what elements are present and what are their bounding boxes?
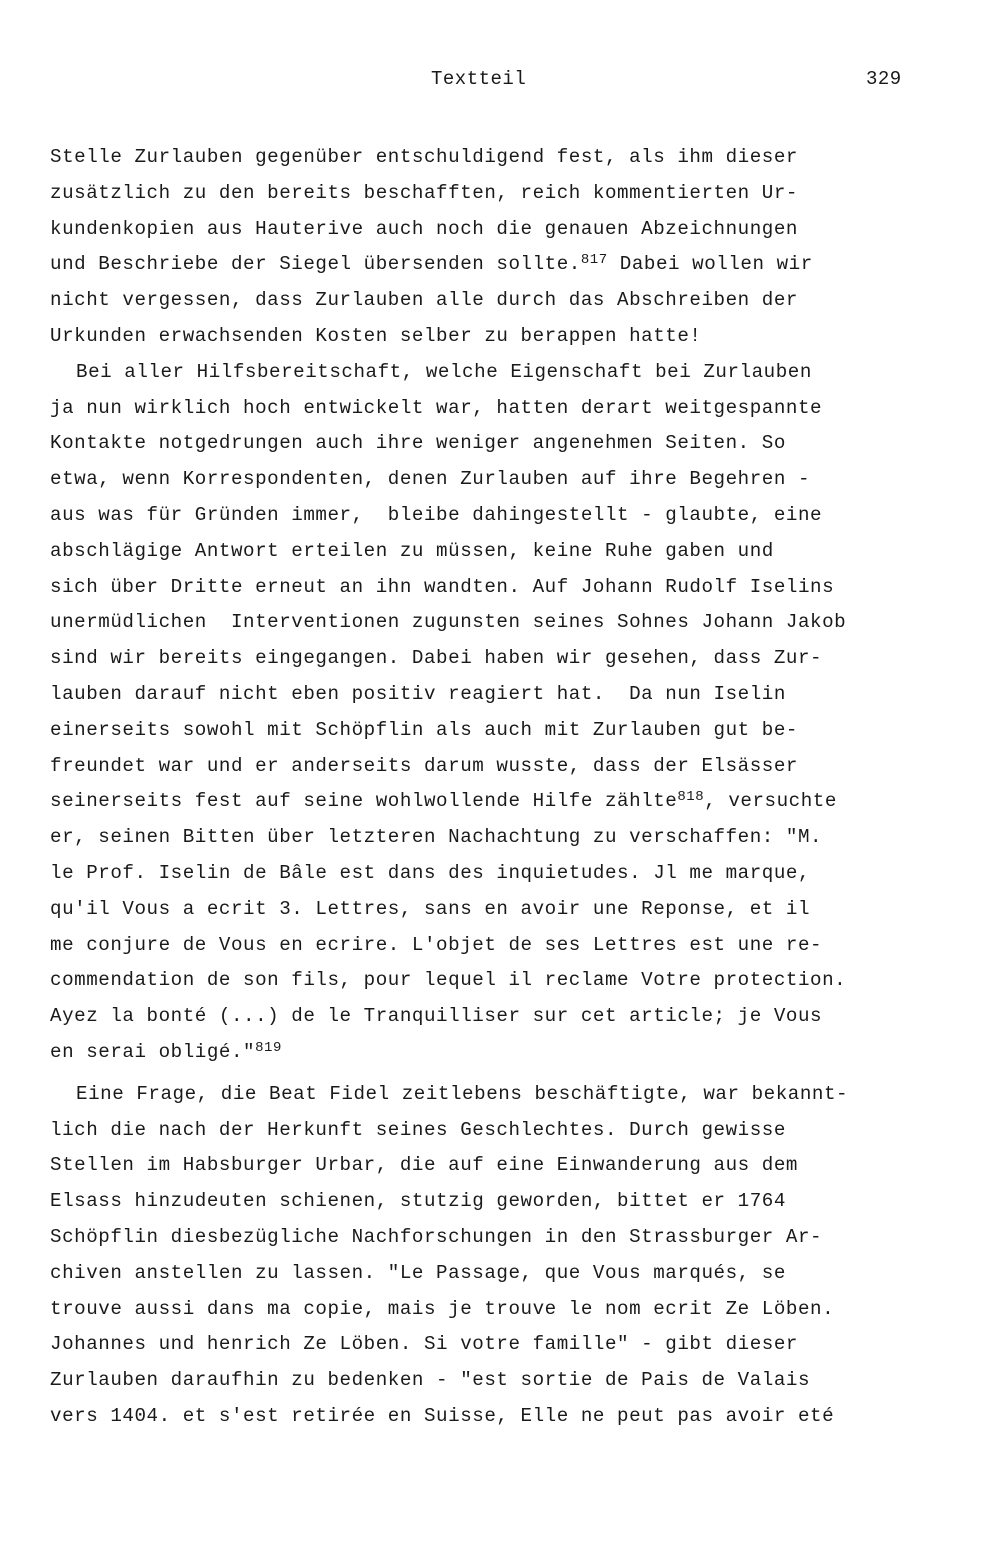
text-line: Urkunden erwachsenden Kosten selber zu berappen hatte! [50, 324, 702, 347]
text-line: unermüdlichen Interventionen zugunsten seines Sohnes Johann Jakob [50, 611, 847, 634]
text-line: nicht vergessen, dass Zurlauben alle durch das Abschreiben der [50, 289, 798, 312]
footnote-ref-817: 817 [580, 252, 608, 269]
text-line: Schöpflin diesbezügliche Nachforschungen in den Strassburger Ar- [50, 1225, 823, 1248]
text-line: ja nun wirklich hoch entwickelt war, hatten derart weitgespannte [50, 396, 823, 419]
running-title: Textteil [431, 68, 527, 90]
text-line: chiven anstellen zu lassen. "Le Passage, que Vous marqués, se [50, 1261, 786, 1284]
text-line: etwa, wenn Korrespondenten, denen Zurlauben auf ihre Begehren - [50, 468, 811, 491]
text-line: lauben darauf nicht eben positiv reagiert hat. Da nun Iselin [50, 682, 786, 705]
text-body [50, 140, 980, 1435]
text-line: freundet war und er anderseits darum wusste, dass der Elsässer [50, 754, 798, 777]
text-line: Kontakte notgedrungen auch ihre weniger angenehmen Seiten. So [50, 432, 786, 455]
text-segment: seinerseits fest auf seine wohlwollende Hilfe zählte [50, 790, 678, 813]
footnote-ref-819: 819 [255, 1039, 282, 1056]
paragraph-start-line: Eine Frage, die Beat Fidel zeitlebens beschäftigte, war bekannt- [76, 1082, 849, 1105]
text-line: aus was für Gründen immer, bleibe dahingestellt - glaubte, eine [50, 503, 823, 526]
text-line: vers 1404. et s'est retirée en Suisse, Elle ne peut pas avoir eté [50, 1404, 835, 1427]
text-line: sich über Dritte erneut an ihn wandten. Auf Johann Rudolf Iselins [50, 575, 835, 598]
text-segment: und Beschriebe der Siegel übersenden sollte. [50, 253, 581, 276]
text-line: Johannes und henrich Ze Löben. Si votre famille" - gibt dieser [50, 1333, 798, 1356]
text-line: zusätzlich zu den bereits beschafften, reich kommentierten Ur- [50, 181, 798, 204]
text-line [50, 784, 980, 820]
page-number: 329 [866, 68, 902, 90]
text-line: le Prof. Iselin de Bâle est dans des inquietudes. Jl me marque, [50, 861, 811, 884]
text-line: lich die nach der Herkunft seines Geschlechtes. Durch gewisse [50, 1118, 786, 1141]
text-segment: en serai obligé." [50, 1040, 256, 1063]
text-line: trouve aussi dans ma copie, mais je trouve le nom ecrit Ze Löben. [50, 1297, 835, 1320]
text-line: Ayez la bonté (...) de le Tranquilliser sur cet article; je Vous [50, 1005, 823, 1028]
text-line: qu'il Vous a ecrit 3. Lettres, sans en avoir une Reponse, et il [50, 897, 811, 920]
page-header [0, 68, 1000, 98]
text-line: abschlägige Antwort erteilen zu müssen, keine Ruhe gaben und [50, 539, 774, 562]
text-line: Stelle Zurlauben gegenüber entschuldigend fest, als ihm dieser [50, 146, 798, 168]
text-line: er, seinen Bitten über letzteren Nachachtung zu verschaffen: "M. [50, 826, 823, 849]
text-line: kundenkopien aus Hauterive auch noch die genauen Abzeichnungen [50, 217, 798, 240]
text-line: commendation de son fils, pour lequel il reclame Votre protection. [50, 969, 847, 992]
text-segment: , versuchte [704, 790, 837, 813]
text-line: Stellen im Habsburger Urbar, die auf eine Einwanderung aus dem [50, 1154, 798, 1177]
text-line: sind wir bereits eingegangen. Dabei haben wir gesehen, dass Zur- [50, 647, 823, 670]
text-line: Zurlauben daraufhin zu bedenken - "est sortie de Pais de Valais [50, 1369, 811, 1392]
text-line [50, 247, 980, 283]
paragraph-start-line: Bei aller Hilfsbereitschaft, welche Eigenschaft bei Zurlauben [76, 360, 812, 383]
text-line: Elsass hinzudeuten schienen, stutzig geworden, bittet er 1764 [50, 1190, 786, 1213]
text-line [50, 1035, 980, 1071]
text-segment: Dabei wollen wir [607, 253, 813, 276]
text-line: einerseits sowohl mit Schöpflin als auch mit Zurlauben gut be- [50, 718, 798, 741]
text-line: me conjure de Vous en ecrire. L'objet de ses Lettres est une re- [50, 933, 823, 956]
footnote-ref-818: 818 [677, 789, 705, 806]
